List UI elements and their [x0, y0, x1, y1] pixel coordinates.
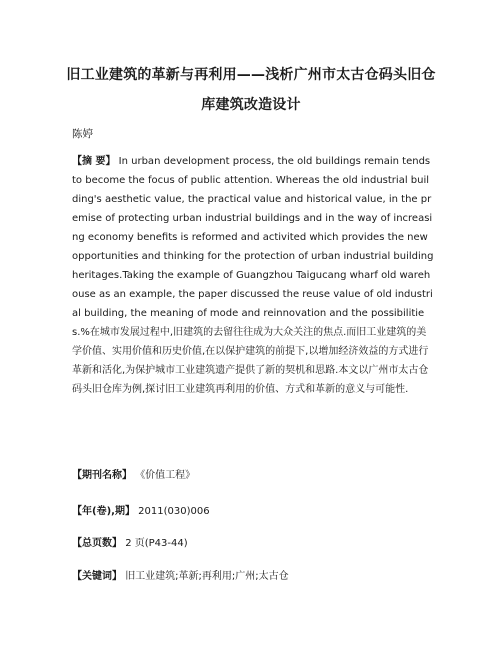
year-issue-value: 2011(030)006 [138, 506, 210, 517]
author-name: 陈婷 [72, 128, 93, 140]
journal-label: 【期刊名称】 [72, 470, 132, 481]
journal-field [72, 466, 195, 481]
abstract-paragraph [72, 152, 434, 399]
keywords-label: 【关键词】 [72, 571, 122, 582]
pages-field [72, 534, 188, 549]
document-title-line-2: 库建筑改造设计 [201, 97, 301, 113]
year-issue-label: 【年(卷),期】 [72, 506, 135, 517]
keywords-value: 旧工业建筑;革新;再利用;广州;太古仓 [125, 571, 289, 582]
pages-label: 【总页数】 [72, 538, 122, 549]
keywords-field [72, 567, 289, 582]
document-title-line-1: 旧工业建筑的革新与再利用——浅析广州市太古仓码头旧仓 [66, 67, 436, 83]
abstract-label: 【摘 要】 [72, 156, 116, 167]
journal-value: 《价值工程》 [135, 470, 196, 481]
year-issue-field [72, 502, 210, 517]
pages-value: 2 页(P43-44) [125, 538, 188, 549]
abstract-text: In urban development process, the old buildings remain tends to become the focus of public attention. Whereas the old industrial building's aesthetic value, the practical value and historical value, in the premise of protecting urban industrial buildings and in the way of increasing economy benefits is reformed and activited which provides the new opportunities and thinking for the protection of urban industrial building heritages.Taking the example of Guangzhou Taigucang wharf old warehouse as an example, the paper discussed the reuse value of old industrial building, the meaning of mode and reinnovation and the possibilities.%在城市发展过程中,旧建筑的去留往往成为大众关注的焦点.而旧工业建筑的美学价值、实用价值和历史价值,在以保护建筑的前提下,以增加经济效益的方式进行革新和活化,为保护城市工业建筑遗产提供了新的契机和思路.本文以广州市太古仓码头旧仓库为例,探讨旧工业建筑再利用的价值、方式和革新的意义与可能性. [72, 156, 434, 395]
